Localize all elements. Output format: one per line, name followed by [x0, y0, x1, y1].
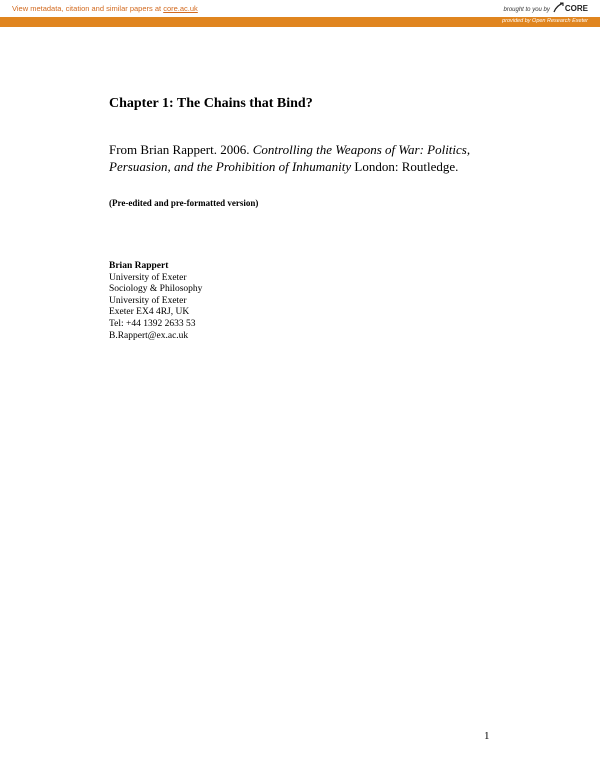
author-block: [109, 261, 202, 342]
citation: [109, 141, 509, 175]
core-logo[interactable]: [553, 2, 588, 13]
author-address-line: Exeter EX4 4RJ, UK: [109, 307, 190, 318]
citation-book-title: Controlling the Weapons of War: Politics, Persuasion, and the Prohibition of Inhumanity: [109, 142, 471, 174]
brought-to-you-by: [504, 2, 589, 13]
chapter-title: Chapter 1: The Chains that Bind?: [109, 96, 313, 111]
citation-publisher: London: Routledge.: [351, 159, 459, 174]
author-affiliation-line: University of Exeter: [109, 295, 187, 306]
author-affiliation-line: University of Exeter: [109, 272, 187, 283]
metadata-link-prefix: View metadata, citation and similar papers at: [12, 4, 164, 13]
brought-text: brought to you by: [503, 7, 550, 13]
core-ac-uk-link[interactable]: core.ac.uk: [163, 4, 198, 13]
metadata-link[interactable]: [12, 4, 198, 13]
citation-prefix: From Brian Rappert. 2006.: [109, 142, 253, 157]
author-phone: Tel: +44 1392 2633 53: [109, 318, 196, 329]
core-logo-icon: [553, 2, 564, 13]
core-logo-text: CORE: [564, 4, 588, 13]
author-affiliation-line: Sociology & Philosophy: [109, 284, 203, 295]
provided-by-text: provided by Open Research Exeter: [502, 18, 588, 24]
core-banner: [0, 0, 600, 17]
provider-bar: [0, 17, 600, 27]
version-note: (Pre-edited and pre-formatted version): [109, 198, 259, 208]
page-number: 1: [484, 730, 490, 742]
author-email: B.Rappert@ex.ac.uk: [109, 330, 189, 341]
author-name: Brian Rappert: [109, 261, 169, 271]
